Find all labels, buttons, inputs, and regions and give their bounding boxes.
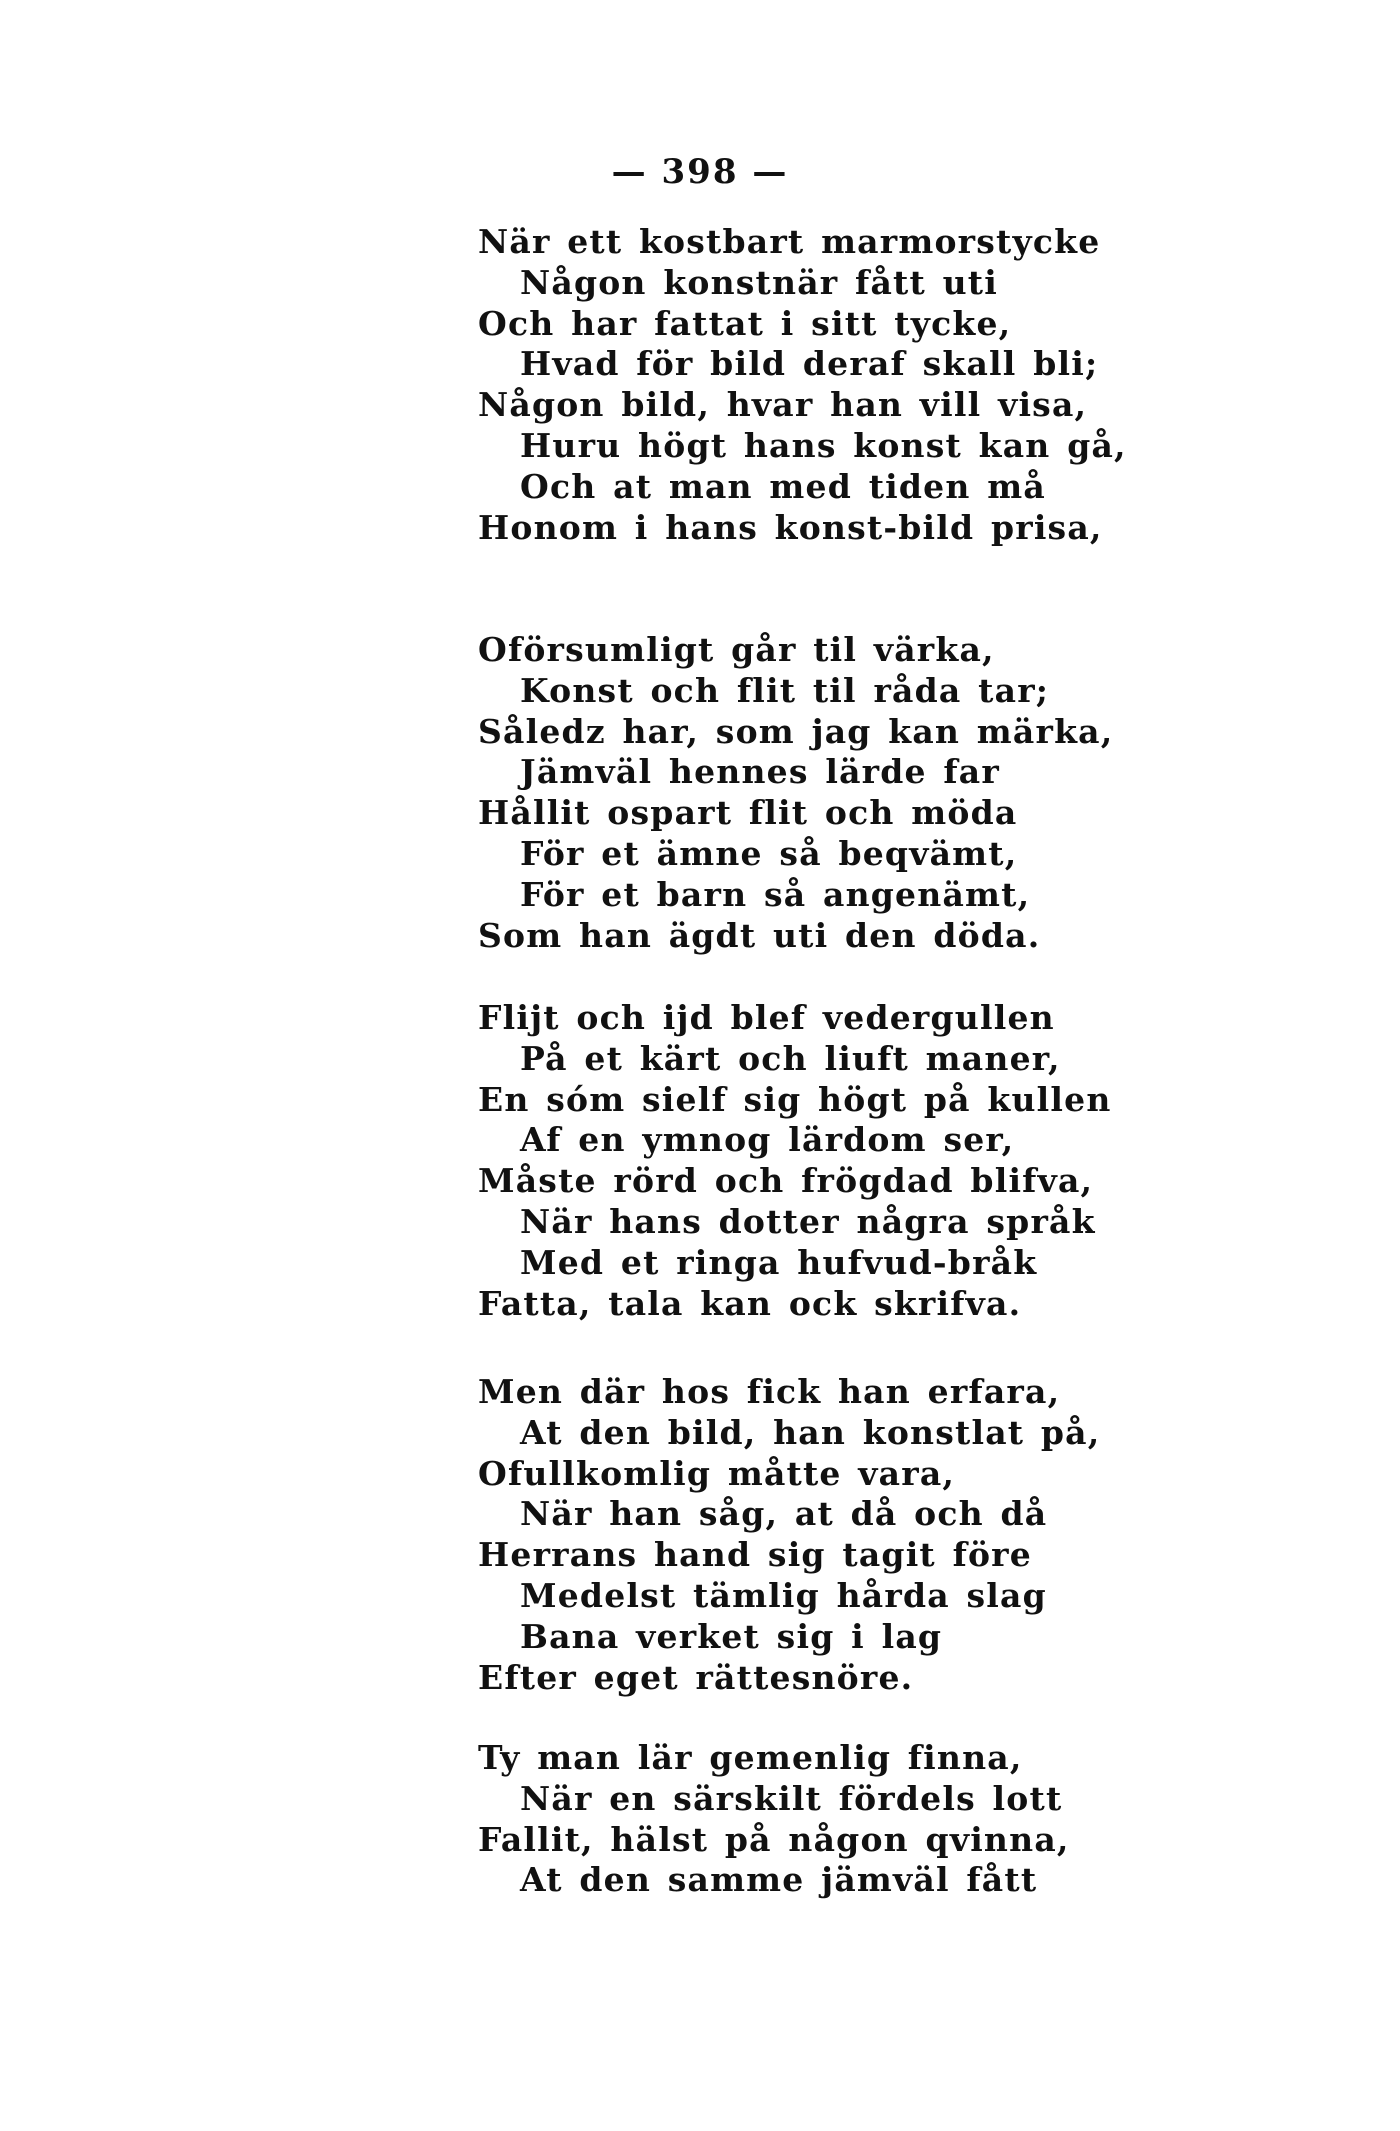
- poem-line: Konst och flit til råda tar;: [520, 670, 1050, 710]
- poem-line: När han såg, at då och då: [520, 1494, 1048, 1534]
- poem-line: När en särskilt fördels lott: [520, 1778, 1063, 1818]
- stanza: [478, 630, 1113, 956]
- poem-line: För et ämne så beqvämt,: [520, 833, 1018, 873]
- poem-line: Herrans hand sig tagit före: [478, 1535, 1032, 1575]
- stanza: [478, 1738, 1070, 1901]
- poem-line: En sóm sielf sig högt på kullen: [478, 1079, 1112, 1119]
- poem-line: Och at man med tiden må: [520, 466, 1046, 506]
- poem-line: Någon bild, hvar han vill visa,: [478, 385, 1088, 425]
- poem-line: At den samme jämväl fått: [520, 1860, 1038, 1900]
- page-number: — 398 —: [611, 152, 789, 192]
- poem-line: Medelst tämlig hårda slag: [520, 1575, 1047, 1615]
- poem-line: Såledz har, som jag kan märka,: [478, 711, 1114, 751]
- stanza: [478, 998, 1112, 1324]
- poem-line: När ett kostbart marmorstycke: [478, 222, 1101, 261]
- poem-line: Ofullkomlig måtte vara,: [478, 1453, 956, 1493]
- poem-line: Måste rörd och frögdad blifva,: [478, 1161, 1094, 1201]
- poem-line: Hvad för bild deraf skall bli;: [520, 344, 1099, 384]
- poem-line: Jämväl hennes lärde far: [520, 752, 1000, 792]
- poem-line: Men där hos fick han erfara,: [478, 1372, 1061, 1411]
- poem-line: Hållit ospart flit och möda: [478, 793, 1018, 833]
- poem-line: Oförsumligt går til värka,: [478, 630, 995, 669]
- poem-line: För et barn så angenämt,: [520, 874, 1031, 914]
- poem-line: På et kärt och liuft maner,: [520, 1038, 1061, 1078]
- poem-line: Fatta, tala kan ock skrifva.: [478, 1283, 1022, 1323]
- poem-line: Ty man lär gemenlig finna,: [478, 1738, 1023, 1777]
- poem-line: Någon konstnär fått uti: [520, 262, 998, 302]
- poem-line: Fallit, hälst på någon qvinna,: [478, 1819, 1070, 1859]
- poem-line: Huru högt hans konst kan gå,: [520, 425, 1127, 465]
- poem-line: Honom i hans konst-bild prisa,: [478, 507, 1103, 547]
- poem-line: Och har fattat i sitt tycke,: [478, 303, 1012, 343]
- poem-line: Flijt och ijd blef vedergullen: [478, 998, 1055, 1037]
- poem-line: Af en ymnog lärdom ser,: [520, 1120, 1015, 1160]
- poem-line: Efter eget rättesnöre.: [478, 1657, 914, 1697]
- poem-line: Bana verket sig i lag: [520, 1616, 943, 1656]
- stanza: [478, 222, 1127, 548]
- poem-line: At den bild, han konstlat på,: [520, 1412, 1101, 1452]
- stanza: [478, 1372, 1100, 1698]
- poem-line: Med et ringa hufvud-bråk: [520, 1242, 1038, 1282]
- poem-line: Som han ägdt uti den döda.: [478, 915, 1041, 955]
- poem-line: När hans dotter några språk: [520, 1201, 1096, 1241]
